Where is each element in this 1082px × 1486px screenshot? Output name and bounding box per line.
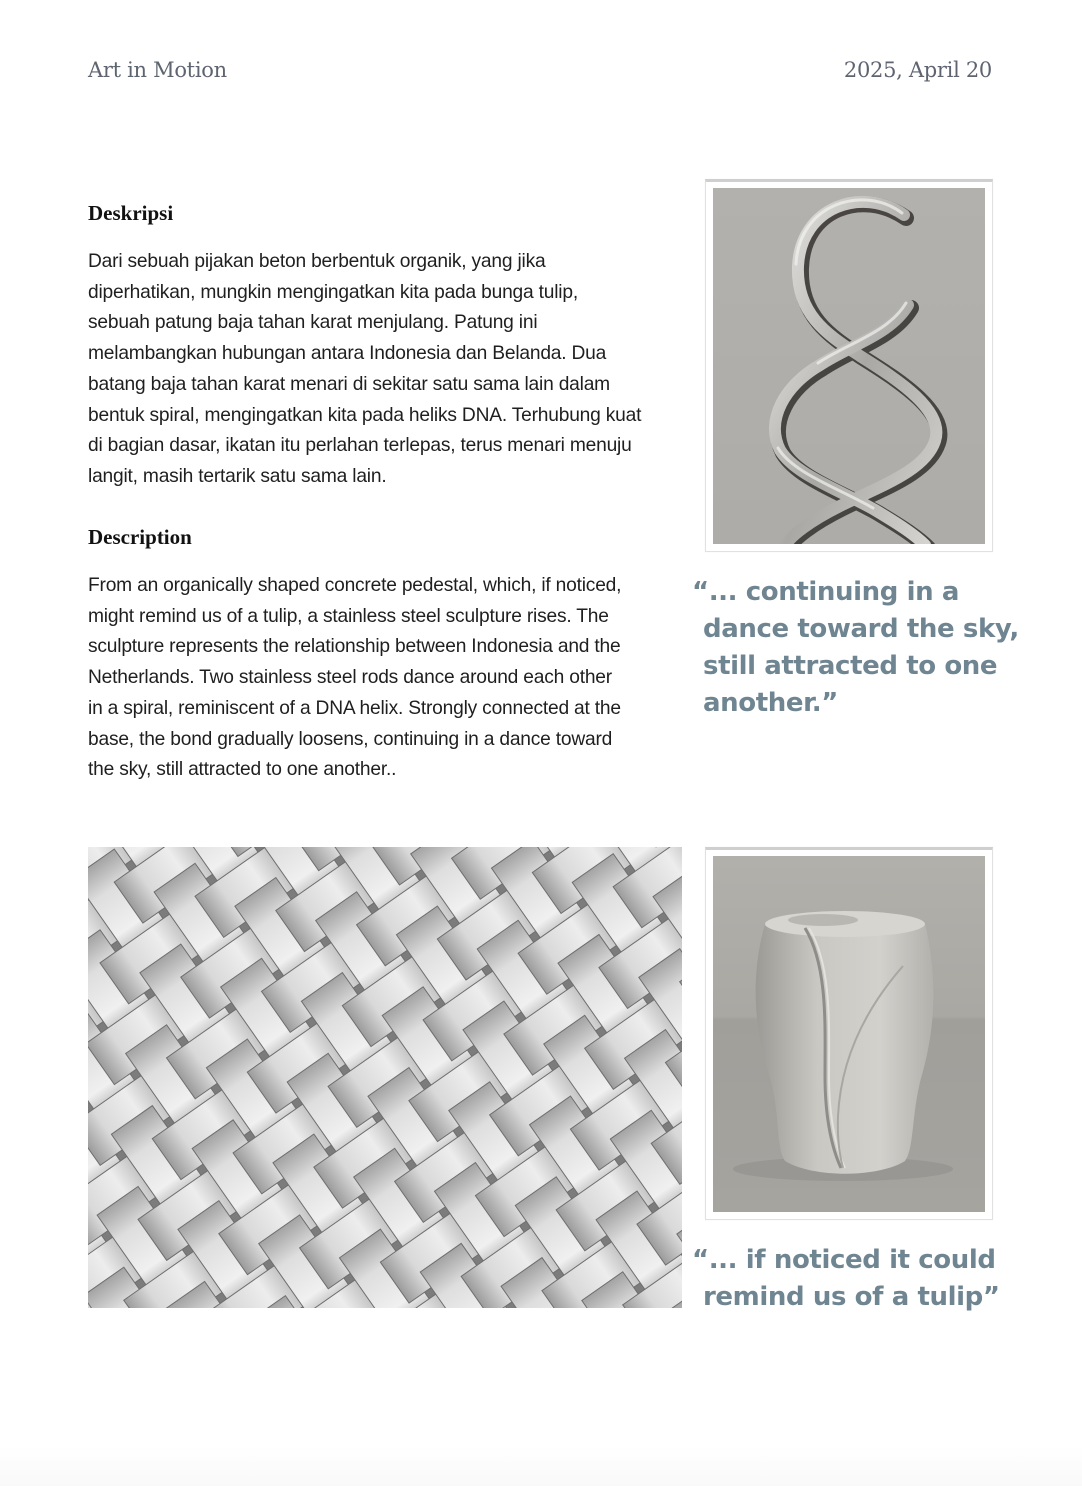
quote-line: still attracted to one (703, 651, 998, 681)
paragraph-deskripsi (88, 247, 641, 493)
quote-line: remind us of a tulip” (703, 1282, 1000, 1312)
paragraph-line: in a spiral, reminiscent of a DNA helix. Strongly connected at the (88, 697, 621, 719)
helix-sculpture-image (713, 188, 985, 545)
pedestal-image (713, 856, 985, 1213)
site-title: Art in Motion (88, 58, 227, 82)
paragraph-line: langit, masih tertarik satu sama lain. (88, 465, 387, 487)
steel-weave-illustration (88, 847, 682, 1308)
paragraph-line: base, the bond gradually loosens, continuing in a dance toward (88, 728, 613, 750)
paragraph-line: melambangkan hubungan antara Indonesia dan Belanda. Dua (88, 343, 607, 365)
pedestal-photo-frame (705, 847, 993, 1220)
paragraph-line: bentuk spiral, mengingatkan kita pada heliks DNA. Terhubung kuat (88, 404, 642, 426)
concrete-pedestal-illustration (713, 856, 985, 1212)
quote-line: “... continuing in a (692, 577, 960, 607)
paragraph-line: From an organically shaped concrete pedestal, which, if noticed, (88, 575, 622, 596)
paragraph-line: Dari sebuah pijakan beton berbentuk organik, yang jika (88, 251, 546, 272)
paragraph-line: Netherlands. Two stainless steel rods dance around each other (88, 667, 612, 689)
paragraph-line: di bagian dasar, ikatan itu perlahan terlepas, terus menari menuju (88, 435, 632, 457)
helix-sculpture-illustration (713, 188, 985, 544)
pull-quote-sky (692, 574, 1019, 722)
heading-description: Description (88, 525, 192, 549)
paragraph-description (88, 571, 621, 786)
paragraph-line: sculpture represents the relationship between Indonesia and the (88, 636, 621, 658)
paragraph-line: diperhatikan, mungkin mengingatkan kita pada bunga tulip, (88, 281, 578, 303)
helix-photo-frame (705, 179, 993, 552)
paragraph-line: sebuah patung baja tahan karat menjulang. Patung ini (88, 312, 538, 334)
paragraph-line: might remind us of a tulip, a stainless steel sculpture rises. The (88, 605, 609, 627)
quote-line: dance toward the sky, (703, 614, 1019, 644)
quote-line: “... if noticed it could (692, 1245, 996, 1275)
paragraph-line: the sky, still attracted to one another.. (88, 759, 397, 781)
page-bottom-edge (0, 1446, 1082, 1486)
steel-weave-image (88, 847, 682, 1308)
publish-date: 2025, April 20 (843, 58, 992, 82)
quote-line: another.” (703, 688, 838, 718)
heading-deskripsi: Deskripsi (88, 201, 174, 225)
pull-quote-tulip (692, 1242, 1000, 1316)
paragraph-line: batang baja tahan karat menari di sekitar satu sama lain dalam (88, 373, 610, 395)
